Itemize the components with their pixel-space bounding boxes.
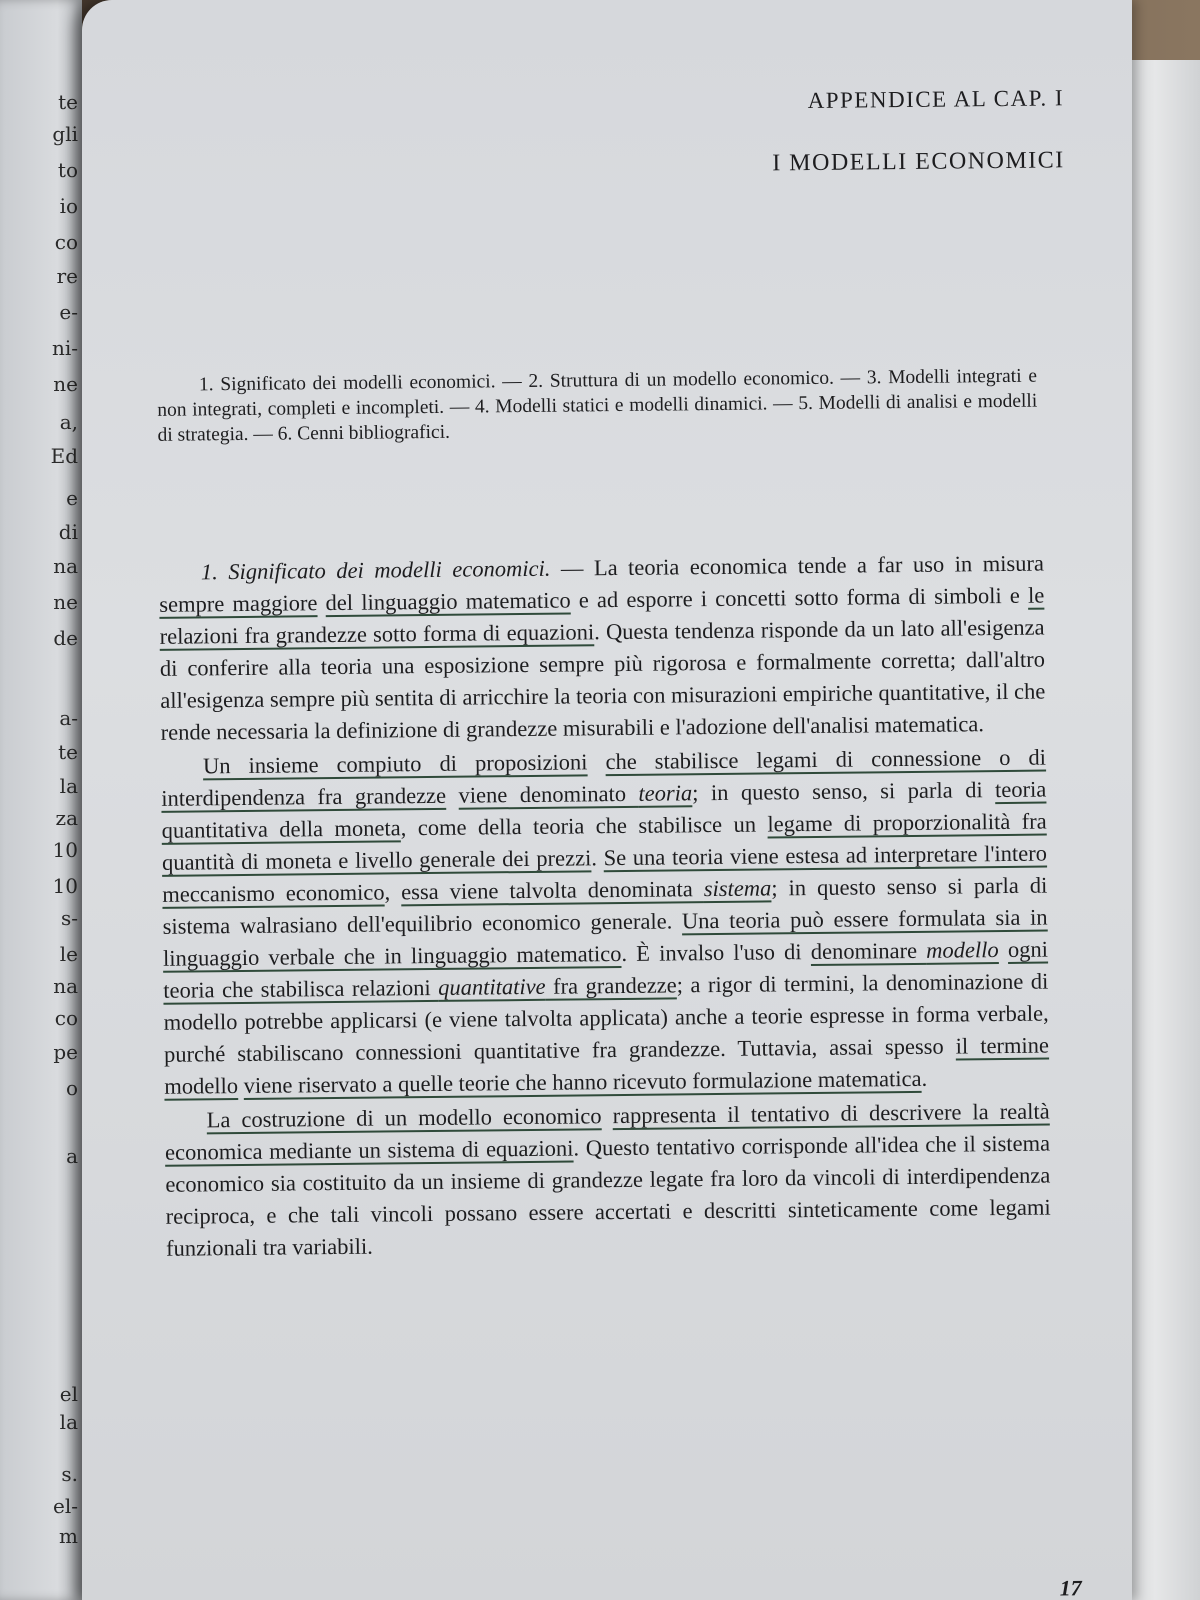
underlined-text: Se una teoria viene estesa ad interpretare l'intero meccanismo economico — [162, 840, 1048, 907]
margin-fragment: de — [53, 626, 78, 650]
underlined-text: teoria quantitativa della moneta — [161, 776, 1047, 843]
margin-fragment: la — [59, 774, 78, 798]
margin-fragment: co — [54, 1006, 78, 1030]
underlined-italic-text: quantitative — [437, 973, 546, 1000]
margin-fragment: m — [59, 1524, 78, 1548]
underlined-text: legame di proporzionalità fra quantità di moneta e livello generale dei prezzi — [161, 808, 1047, 875]
margin-fragment: te — [58, 90, 78, 114]
margin-fragment: o — [65, 1076, 78, 1100]
underlined-text: sempre maggiore — [159, 590, 318, 617]
margin-fragment: ne — [53, 372, 78, 396]
page-number: 17 — [1059, 1575, 1082, 1600]
margin-fragment: a- — [59, 706, 78, 730]
underlined-text: fra grandezze — [545, 972, 677, 999]
margin-fragment: 10 — [52, 874, 78, 898]
underlined-text: il termine modello — [164, 1032, 1050, 1099]
underlined-text: ogni teoria che stabilisca relazioni — [163, 936, 1049, 1003]
margin-fragment: el- — [53, 1494, 78, 1518]
margin-fragment: s. — [61, 1462, 78, 1486]
paragraph-2: Un insieme compiuto di proposizioni che stabilisce legami di connessione o di interdipendenza fra grandezze viene denominato teoria; in questo senso, si parla di teoria quantitativa della moneta, come della teoria che stabilisce un legame di proporzionalità fra quantità di moneta e livello generale dei prezzi. Se una teoria viene estesa ad interpretare l'intero meccanismo economico, essa viene talvolta denominata sistema; in questo senso si parla di sistema walrasiano dell'equilibrio economico generale. Una teoria può essere formulata sia in linguaggio verbale che in linguaggio matematico. È invalso l'uso di denominare modello ogni teoria che stabilisca relazioni quantitative fra grandezze; a rigor di termini, la denominazione di modello potrebbe applicarsi (e viene talvolta applicata) anche a teorie espresse in forma verbale, purché stabiliscano connessioni quantitative fra grandezze. Tuttavia, assai spesso il termine modello viene riservato a quelle teorie che hanno ricevuto formulazione matematica. — [161, 744, 1050, 1099]
section-heading: 1. Significato dei modelli economici. — [200, 555, 551, 585]
margin-fragment: re — [56, 264, 78, 288]
margin-fragment: Ed — [50, 444, 78, 468]
margin-fragment: na — [53, 554, 78, 578]
book-page — [82, 0, 1132, 1600]
underlined-text: La costruzione di un modello economico — [206, 1103, 602, 1133]
margin-fragment: el — [59, 1382, 78, 1406]
margin-fragment: la — [59, 1410, 78, 1434]
margin-fragment: a — [66, 1144, 78, 1168]
underlined-text: viene riservato a quelle teorie che hanno ricevuto formulazione matematica — [243, 1065, 922, 1098]
underlined-text: viene denominato — [458, 780, 639, 808]
underlined-text: Una teoria può essere formulata sia in linguaggio verbale che in linguaggio matematico — [162, 904, 1048, 971]
margin-fragment: e- — [59, 300, 78, 324]
page-content — [114, 55, 1094, 1600]
underlined-italic-text: sistema — [703, 875, 772, 902]
margin-fragment: na — [53, 974, 78, 998]
margin-fragment: za — [55, 806, 78, 830]
margin-fragment: te — [58, 740, 78, 764]
margin-fragment: s- — [60, 906, 78, 930]
underlined-italic-text: modello — [926, 937, 999, 963]
chapter-summary: 1. Significato dei modelli economici. — 2. Struttura di un modello economico. — 3. Modelli integrati e non integrati, completi e incompleti. — 4. Modelli statici e modelli dinamici. — 5. Modelli di analisi e modelli di strategia. — 6. Cenni bibliografici. — [157, 365, 1038, 446]
margin-fragment: to — [57, 158, 78, 182]
chapter-title: I MODELLI ECONOMICI — [772, 147, 1065, 177]
underlined-text: che stabilisce legami di connessione o di interdipendenza fra grandezze — [161, 744, 1047, 811]
underlined-text: del linguaggio matematico — [325, 587, 571, 616]
appendix-title: APPENDICE AL CAP. I — [807, 85, 1065, 114]
margin-fragment: ne — [53, 590, 78, 614]
margin-fragment: le — [59, 942, 78, 966]
margin-fragment: e — [66, 486, 78, 510]
margin-fragment: 10 — [52, 838, 78, 862]
margin-fragment: ni- — [51, 336, 78, 360]
underlined-text: essa viene talvolta denominata — [401, 876, 704, 905]
paragraph-1: 1. Significato dei modelli economici. — La teoria economica tende a far uso in misura sempre maggiore del linguaggio matematico e ad esporre i concetti sotto forma di simboli e le relazioni fra grandezze sotto forma di equazioni. Questa tendenza risponde da un lato all'esigenza di conferire alla teoria una esposizione sempre più rigorosa e formalmente corretta; dall'altro all'esigenza sempre più sentita di arricchire la teoria con misurazioni empiriche quantitative, il che rende necessaria la definizione di grandezze misurabili e l'adozione dell'analisi matematica. — [159, 550, 1046, 745]
underlined-italic-text: teoria — [638, 780, 693, 806]
margin-fragment: gli — [52, 122, 78, 146]
paragraph-3: La costruzione di un modello economico rappresenta il tentativo di descrivere la realtà economica mediante un sistema di equazioni. Questo tentativo corrisponde all'idea che il sistema economico sia costituito da un insieme di grandezze legate fra loro da vincoli di interdipendenza reciproca, e che tali vincoli possano essere accertati e descritti sinteticamente come legami funzionali tra variabili. — [164, 1098, 1051, 1261]
previous-page-text-fragments — [0, 0, 82, 1600]
margin-fragment: a, — [59, 410, 78, 434]
margin-fragment: di — [58, 520, 78, 544]
underlined-text: le relazioni fra grandezze sotto forma di equazioni — [159, 582, 1045, 649]
underlined-text: denominare — [810, 937, 927, 965]
section-body — [159, 548, 1051, 1265]
margin-fragment: io — [59, 194, 78, 218]
margin-fragment: pe — [53, 1040, 78, 1064]
underlined-text: Un insieme compiuto di proposizioni — [202, 749, 588, 779]
margin-fragment: co — [54, 230, 78, 254]
underlined-text: rappresenta il tentativo di descrivere la realtà economica mediante un sistema di equazioni — [164, 1098, 1050, 1165]
